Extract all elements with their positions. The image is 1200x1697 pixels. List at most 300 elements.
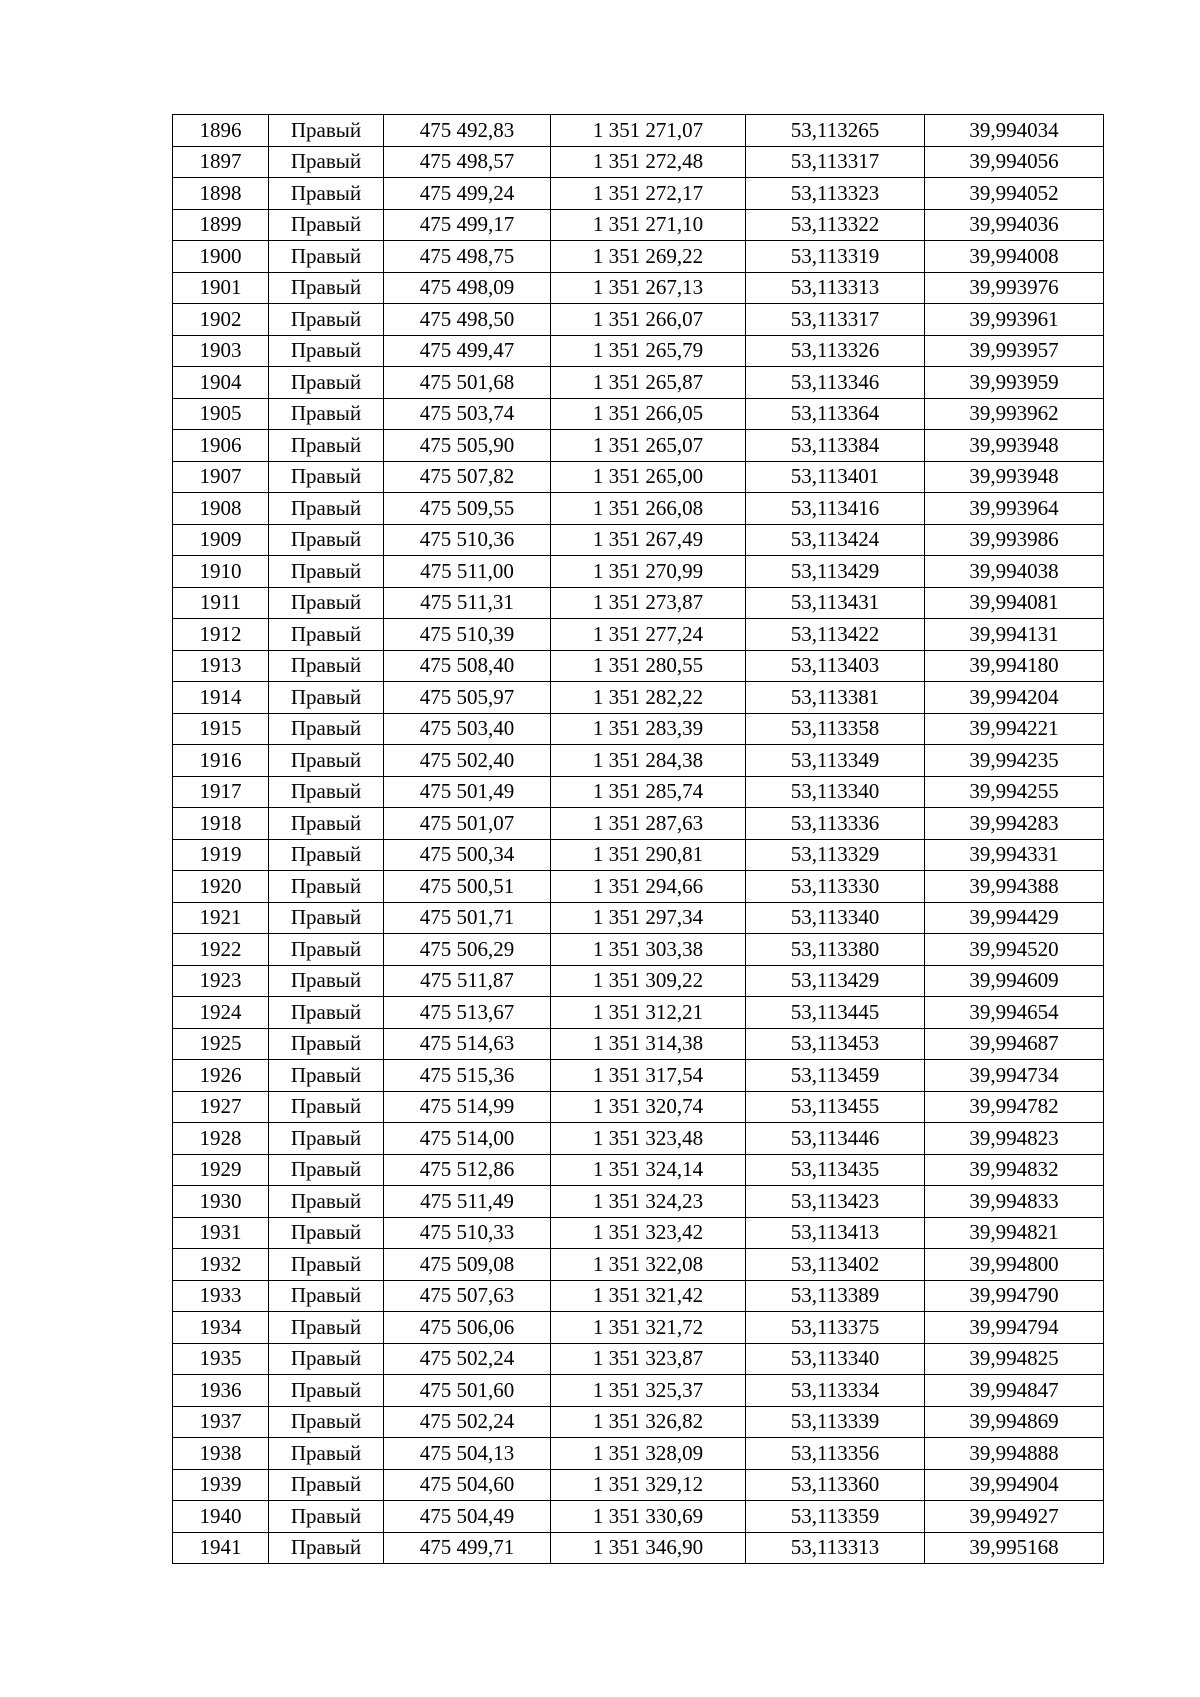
table-row [173,587,1104,619]
x-coordinate-cell: 475 498,57 [384,146,551,178]
x-coordinate-cell: 475 498,50 [384,304,551,336]
y-coordinate-cell: 1 351 323,48 [551,1123,746,1155]
y-coordinate-cell: 1 351 330,69 [551,1501,746,1533]
point-number-cell: 1914 [173,682,269,714]
y-coordinate-cell: 1 351 272,48 [551,146,746,178]
y-coordinate-cell: 1 351 325,37 [551,1375,746,1407]
side-cell: Правый [269,1375,384,1407]
latitude-cell: 53,113446 [746,1123,925,1155]
x-coordinate-cell: 475 498,75 [384,241,551,273]
point-number-cell: 1926 [173,1060,269,1092]
point-number-cell: 1928 [173,1123,269,1155]
latitude-cell: 53,113349 [746,745,925,777]
x-coordinate-cell: 475 502,24 [384,1343,551,1375]
side-cell: Правый [269,461,384,493]
x-coordinate-cell: 475 506,29 [384,934,551,966]
latitude-cell: 53,113401 [746,461,925,493]
y-coordinate-cell: 1 351 324,23 [551,1186,746,1218]
latitude-cell: 53,113336 [746,808,925,840]
point-number-cell: 1913 [173,650,269,682]
point-number-cell: 1933 [173,1280,269,1312]
latitude-cell: 53,113455 [746,1091,925,1123]
table-row [173,997,1104,1029]
table-row [173,1312,1104,1344]
point-number-cell: 1902 [173,304,269,336]
longitude-cell: 39,994221 [925,713,1104,745]
x-coordinate-cell: 475 511,49 [384,1186,551,1218]
point-number-cell: 1897 [173,146,269,178]
longitude-cell: 39,993986 [925,524,1104,556]
latitude-cell: 53,113326 [746,335,925,367]
table-row [173,713,1104,745]
x-coordinate-cell: 475 504,13 [384,1438,551,1470]
longitude-cell: 39,994034 [925,115,1104,147]
x-coordinate-cell: 475 506,06 [384,1312,551,1344]
longitude-cell: 39,994927 [925,1501,1104,1533]
table-row [173,461,1104,493]
x-coordinate-cell: 475 500,34 [384,839,551,871]
longitude-cell: 39,994038 [925,556,1104,588]
y-coordinate-cell: 1 351 297,34 [551,902,746,934]
side-cell: Правый [269,997,384,1029]
longitude-cell: 39,993962 [925,398,1104,430]
table-row [173,1154,1104,1186]
latitude-cell: 53,113319 [746,241,925,273]
y-coordinate-cell: 1 351 309,22 [551,965,746,997]
longitude-cell: 39,994821 [925,1217,1104,1249]
y-coordinate-cell: 1 351 303,38 [551,934,746,966]
table-row [173,1532,1104,1564]
latitude-cell: 53,113422 [746,619,925,651]
x-coordinate-cell: 475 510,39 [384,619,551,651]
x-coordinate-cell: 475 514,99 [384,1091,551,1123]
point-number-cell: 1919 [173,839,269,871]
y-coordinate-cell: 1 351 285,74 [551,776,746,808]
table-row [173,430,1104,462]
latitude-cell: 53,113375 [746,1312,925,1344]
longitude-cell: 39,994331 [925,839,1104,871]
side-cell: Правый [269,1532,384,1564]
side-cell: Правый [269,272,384,304]
point-number-cell: 1925 [173,1028,269,1060]
y-coordinate-cell: 1 351 280,55 [551,650,746,682]
x-coordinate-cell: 475 515,36 [384,1060,551,1092]
table-row [173,1375,1104,1407]
side-cell: Правый [269,619,384,651]
y-coordinate-cell: 1 351 323,42 [551,1217,746,1249]
latitude-cell: 53,113384 [746,430,925,462]
table-row [173,1028,1104,1060]
latitude-cell: 53,113339 [746,1406,925,1438]
x-coordinate-cell: 475 504,60 [384,1469,551,1501]
table-row [173,398,1104,430]
y-coordinate-cell: 1 351 322,08 [551,1249,746,1281]
side-cell: Правый [269,776,384,808]
point-number-cell: 1899 [173,209,269,241]
longitude-cell: 39,994869 [925,1406,1104,1438]
latitude-cell: 53,113389 [746,1280,925,1312]
x-coordinate-cell: 475 513,67 [384,997,551,1029]
point-number-cell: 1930 [173,1186,269,1218]
longitude-cell: 39,994654 [925,997,1104,1029]
table-row [173,1501,1104,1533]
table-row [173,934,1104,966]
side-cell: Правый [269,713,384,745]
latitude-cell: 53,113445 [746,997,925,1029]
table-row [173,745,1104,777]
side-cell: Правый [269,1186,384,1218]
latitude-cell: 53,113453 [746,1028,925,1060]
point-number-cell: 1941 [173,1532,269,1564]
side-cell: Правый [269,1091,384,1123]
point-number-cell: 1904 [173,367,269,399]
side-cell: Правый [269,493,384,525]
table-row [173,1280,1104,1312]
table-row [173,493,1104,525]
longitude-cell: 39,993959 [925,367,1104,399]
longitude-cell: 39,994204 [925,682,1104,714]
side-cell: Правый [269,430,384,462]
longitude-cell: 39,994832 [925,1154,1104,1186]
latitude-cell: 53,113313 [746,272,925,304]
x-coordinate-cell: 475 499,17 [384,209,551,241]
point-number-cell: 1918 [173,808,269,840]
side-cell: Правый [269,1154,384,1186]
latitude-cell: 53,113334 [746,1375,925,1407]
table-row [173,115,1104,147]
y-coordinate-cell: 1 351 265,00 [551,461,746,493]
point-number-cell: 1898 [173,178,269,210]
y-coordinate-cell: 1 351 266,07 [551,304,746,336]
y-coordinate-cell: 1 351 265,79 [551,335,746,367]
table-row [173,209,1104,241]
longitude-cell: 39,993948 [925,430,1104,462]
y-coordinate-cell: 1 351 272,17 [551,178,746,210]
y-coordinate-cell: 1 351 317,54 [551,1060,746,1092]
table-row [173,808,1104,840]
side-cell: Правый [269,1060,384,1092]
point-number-cell: 1932 [173,1249,269,1281]
longitude-cell: 39,994609 [925,965,1104,997]
x-coordinate-cell: 475 501,07 [384,808,551,840]
point-number-cell: 1934 [173,1312,269,1344]
side-cell: Правый [269,241,384,273]
y-coordinate-cell: 1 351 312,21 [551,997,746,1029]
side-cell: Правый [269,587,384,619]
y-coordinate-cell: 1 351 328,09 [551,1438,746,1470]
x-coordinate-cell: 475 500,51 [384,871,551,903]
y-coordinate-cell: 1 351 277,24 [551,619,746,651]
point-number-cell: 1896 [173,115,269,147]
table-row [173,1186,1104,1218]
y-coordinate-cell: 1 351 326,82 [551,1406,746,1438]
latitude-cell: 53,113358 [746,713,925,745]
table-row [173,1249,1104,1281]
x-coordinate-cell: 475 511,31 [384,587,551,619]
longitude-cell: 39,993964 [925,493,1104,525]
longitude-cell: 39,994388 [925,871,1104,903]
y-coordinate-cell: 1 351 329,12 [551,1469,746,1501]
x-coordinate-cell: 475 507,82 [384,461,551,493]
latitude-cell: 53,113330 [746,871,925,903]
side-cell: Правый [269,146,384,178]
x-coordinate-cell: 475 509,08 [384,1249,551,1281]
side-cell: Правый [269,1343,384,1375]
point-number-cell: 1917 [173,776,269,808]
longitude-cell: 39,993976 [925,272,1104,304]
longitude-cell: 39,994782 [925,1091,1104,1123]
x-coordinate-cell: 475 508,40 [384,650,551,682]
latitude-cell: 53,113424 [746,524,925,556]
point-number-cell: 1909 [173,524,269,556]
y-coordinate-cell: 1 351 266,05 [551,398,746,430]
point-number-cell: 1912 [173,619,269,651]
table-row [173,839,1104,871]
longitude-cell: 39,994036 [925,209,1104,241]
x-coordinate-cell: 475 502,24 [384,1406,551,1438]
longitude-cell: 39,994056 [925,146,1104,178]
x-coordinate-cell: 475 512,86 [384,1154,551,1186]
point-number-cell: 1938 [173,1438,269,1470]
point-number-cell: 1921 [173,902,269,934]
point-number-cell: 1931 [173,1217,269,1249]
table-row [173,556,1104,588]
side-cell: Правый [269,1501,384,1533]
side-cell: Правый [269,1312,384,1344]
x-coordinate-cell: 475 501,71 [384,902,551,934]
table-row [173,335,1104,367]
side-cell: Правый [269,1406,384,1438]
y-coordinate-cell: 1 351 314,38 [551,1028,746,1060]
latitude-cell: 53,113403 [746,650,925,682]
y-coordinate-cell: 1 351 283,39 [551,713,746,745]
x-coordinate-cell: 475 501,68 [384,367,551,399]
table-row [173,146,1104,178]
x-coordinate-cell: 475 514,00 [384,1123,551,1155]
y-coordinate-cell: 1 351 320,74 [551,1091,746,1123]
longitude-cell: 39,994888 [925,1438,1104,1470]
point-number-cell: 1920 [173,871,269,903]
side-cell: Правый [269,745,384,777]
longitude-cell: 39,994825 [925,1343,1104,1375]
point-number-cell: 1900 [173,241,269,273]
side-cell: Правый [269,934,384,966]
y-coordinate-cell: 1 351 267,49 [551,524,746,556]
latitude-cell: 53,113435 [746,1154,925,1186]
side-cell: Правый [269,808,384,840]
latitude-cell: 53,113416 [746,493,925,525]
table-row [173,1060,1104,1092]
y-coordinate-cell: 1 351 269,22 [551,241,746,273]
x-coordinate-cell: 475 501,60 [384,1375,551,1407]
longitude-cell: 39,994833 [925,1186,1104,1218]
latitude-cell: 53,113429 [746,965,925,997]
latitude-cell: 53,113413 [746,1217,925,1249]
latitude-cell: 53,113340 [746,902,925,934]
coordinates-table [172,114,1104,1564]
latitude-cell: 53,113380 [746,934,925,966]
longitude-cell: 39,994794 [925,1312,1104,1344]
point-number-cell: 1923 [173,965,269,997]
latitude-cell: 53,113340 [746,776,925,808]
y-coordinate-cell: 1 351 346,90 [551,1532,746,1564]
y-coordinate-cell: 1 351 282,22 [551,682,746,714]
latitude-cell: 53,113360 [746,1469,925,1501]
side-cell: Правый [269,1217,384,1249]
latitude-cell: 53,113423 [746,1186,925,1218]
point-number-cell: 1922 [173,934,269,966]
latitude-cell: 53,113317 [746,146,925,178]
point-number-cell: 1908 [173,493,269,525]
y-coordinate-cell: 1 351 321,42 [551,1280,746,1312]
table-row [173,682,1104,714]
table-row [173,1469,1104,1501]
longitude-cell: 39,994008 [925,241,1104,273]
table-row [173,1123,1104,1155]
side-cell: Правый [269,1123,384,1155]
y-coordinate-cell: 1 351 324,14 [551,1154,746,1186]
longitude-cell: 39,993957 [925,335,1104,367]
side-cell: Правый [269,209,384,241]
latitude-cell: 53,113431 [746,587,925,619]
longitude-cell: 39,994081 [925,587,1104,619]
latitude-cell: 53,113322 [746,209,925,241]
latitude-cell: 53,113323 [746,178,925,210]
x-coordinate-cell: 475 511,87 [384,965,551,997]
side-cell: Правый [269,398,384,430]
latitude-cell: 53,113381 [746,682,925,714]
x-coordinate-cell: 475 509,55 [384,493,551,525]
longitude-cell: 39,993948 [925,461,1104,493]
point-number-cell: 1905 [173,398,269,430]
latitude-cell: 53,113402 [746,1249,925,1281]
y-coordinate-cell: 1 351 287,63 [551,808,746,840]
latitude-cell: 53,113459 [746,1060,925,1092]
side-cell: Правый [269,902,384,934]
latitude-cell: 53,113429 [746,556,925,588]
point-number-cell: 1906 [173,430,269,462]
y-coordinate-cell: 1 351 265,87 [551,367,746,399]
table-row [173,871,1104,903]
x-coordinate-cell: 475 510,36 [384,524,551,556]
table-row [173,1091,1104,1123]
side-cell: Правый [269,871,384,903]
x-coordinate-cell: 475 499,24 [384,178,551,210]
point-number-cell: 1935 [173,1343,269,1375]
point-number-cell: 1911 [173,587,269,619]
y-coordinate-cell: 1 351 323,87 [551,1343,746,1375]
side-cell: Правый [269,682,384,714]
side-cell: Правый [269,1469,384,1501]
table-row [173,650,1104,682]
table-row [173,178,1104,210]
point-number-cell: 1936 [173,1375,269,1407]
x-coordinate-cell: 475 510,33 [384,1217,551,1249]
x-coordinate-cell: 475 505,90 [384,430,551,462]
y-coordinate-cell: 1 351 270,99 [551,556,746,588]
y-coordinate-cell: 1 351 284,38 [551,745,746,777]
y-coordinate-cell: 1 351 271,07 [551,115,746,147]
table-row [173,776,1104,808]
x-coordinate-cell: 475 505,97 [384,682,551,714]
longitude-cell: 39,994131 [925,619,1104,651]
point-number-cell: 1924 [173,997,269,1029]
y-coordinate-cell: 1 351 267,13 [551,272,746,304]
longitude-cell: 39,994823 [925,1123,1104,1155]
latitude-cell: 53,113340 [746,1343,925,1375]
point-number-cell: 1915 [173,713,269,745]
point-number-cell: 1916 [173,745,269,777]
table-row [173,241,1104,273]
point-number-cell: 1903 [173,335,269,367]
y-coordinate-cell: 1 351 271,10 [551,209,746,241]
point-number-cell: 1937 [173,1406,269,1438]
longitude-cell: 39,994283 [925,808,1104,840]
table-row [173,367,1104,399]
table-body [173,115,1104,1564]
x-coordinate-cell: 475 503,40 [384,713,551,745]
y-coordinate-cell: 1 351 266,08 [551,493,746,525]
longitude-cell: 39,994180 [925,650,1104,682]
x-coordinate-cell: 475 507,63 [384,1280,551,1312]
side-cell: Правый [269,335,384,367]
table-row [173,619,1104,651]
latitude-cell: 53,113359 [746,1501,925,1533]
x-coordinate-cell: 475 503,74 [384,398,551,430]
table-row [173,965,1104,997]
table-row [173,1217,1104,1249]
side-cell: Правый [269,1280,384,1312]
point-number-cell: 1939 [173,1469,269,1501]
x-coordinate-cell: 475 499,71 [384,1532,551,1564]
longitude-cell: 39,994734 [925,1060,1104,1092]
latitude-cell: 53,113364 [746,398,925,430]
table-row [173,1406,1104,1438]
longitude-cell: 39,994429 [925,902,1104,934]
side-cell: Правый [269,650,384,682]
y-coordinate-cell: 1 351 273,87 [551,587,746,619]
y-coordinate-cell: 1 351 290,81 [551,839,746,871]
x-coordinate-cell: 475 514,63 [384,1028,551,1060]
longitude-cell: 39,994800 [925,1249,1104,1281]
longitude-cell: 39,994052 [925,178,1104,210]
side-cell: Правый [269,524,384,556]
y-coordinate-cell: 1 351 294,66 [551,871,746,903]
longitude-cell: 39,994847 [925,1375,1104,1407]
table-row [173,304,1104,336]
side-cell: Правый [269,367,384,399]
side-cell: Правый [269,556,384,588]
point-number-cell: 1910 [173,556,269,588]
x-coordinate-cell: 475 502,40 [384,745,551,777]
side-cell: Правый [269,1249,384,1281]
x-coordinate-cell: 475 501,49 [384,776,551,808]
longitude-cell: 39,994687 [925,1028,1104,1060]
point-number-cell: 1907 [173,461,269,493]
longitude-cell: 39,994790 [925,1280,1104,1312]
longitude-cell: 39,994904 [925,1469,1104,1501]
table-row [173,272,1104,304]
side-cell: Правый [269,1438,384,1470]
table-row [173,1438,1104,1470]
x-coordinate-cell: 475 504,49 [384,1501,551,1533]
point-number-cell: 1940 [173,1501,269,1533]
side-cell: Правый [269,178,384,210]
x-coordinate-cell: 475 499,47 [384,335,551,367]
side-cell: Правый [269,1028,384,1060]
table-row [173,524,1104,556]
latitude-cell: 53,113317 [746,304,925,336]
